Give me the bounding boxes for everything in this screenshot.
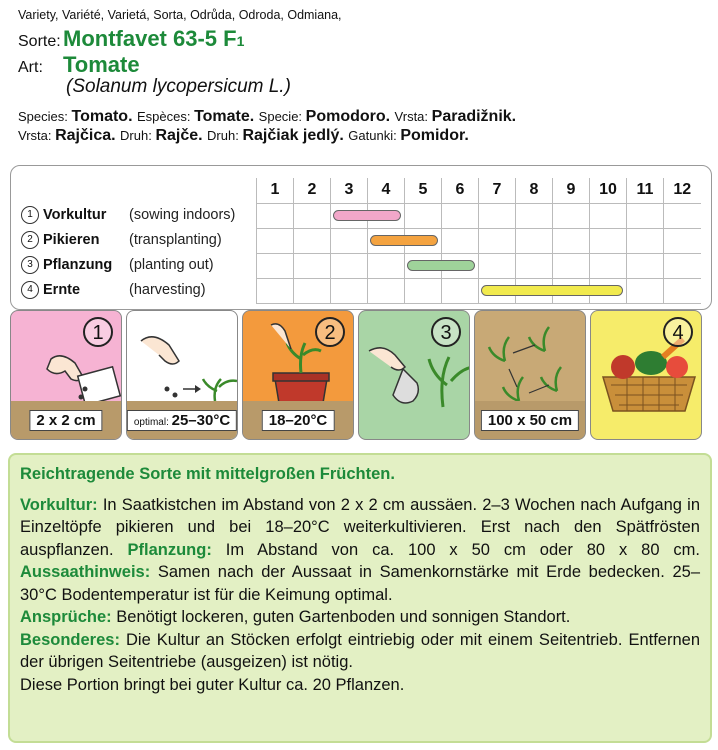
- ansprueche-paragraph: [20, 606, 700, 629]
- month-label: 2: [294, 178, 331, 203]
- month-cell: [627, 278, 664, 303]
- phase-row: [21, 228, 222, 253]
- phase-number: 2: [21, 231, 39, 249]
- month-cell: [590, 203, 627, 228]
- phase-bar: [407, 260, 475, 271]
- month-cell: [294, 228, 331, 253]
- month-cell: [516, 253, 553, 278]
- sowing-panel: [10, 310, 122, 440]
- month-label: 7: [479, 178, 516, 203]
- phase-row: [21, 253, 214, 278]
- month-cell: [664, 203, 701, 228]
- month-cell: [479, 228, 516, 253]
- besonderes-text: Die Kultur an Stöcken erfolgt eintriebig oder mit einem Seitentrieb. Entfernen der übrigen Seitentriebe (ausgeizen) ist nötig.: [20, 630, 700, 671]
- step-badge: 3: [431, 317, 461, 347]
- species-label: Espèces:: [136, 109, 195, 124]
- vorkultur-text: In Saatkistchen im Abstand von 2 x 2 cm aussäen. 2–3 Wochen nach Aufgang in Einzeltöpfe pikieren und bei 18–20°C weiterkultivieren. Erst nach den Spätfrösten auspflanzen.: [20, 495, 700, 559]
- variety-line: Variety, Variété, Varietá, Sorta, Odrůda, Odroda, Odmiana,: [18, 8, 342, 22]
- month-label: 6: [442, 178, 479, 203]
- phase-translation: (transplanting): [129, 232, 222, 248]
- art-value: Tomate: [63, 52, 140, 77]
- description-box: [8, 453, 712, 743]
- species-label: Druh:: [207, 128, 243, 143]
- month-cell: [257, 278, 294, 303]
- besonderes-label: Besonderes:: [20, 630, 120, 649]
- pflanzung-text: Im Abstand von ca. 100 x 50 cm oder 80 x 80 cm.: [211, 540, 701, 559]
- latin-name: (Solanum lycopersicum L.): [66, 76, 291, 97]
- month-cell: [294, 253, 331, 278]
- month-label: 4: [368, 178, 405, 203]
- panel-caption-small: optimal:: [133, 417, 172, 428]
- species-list: [18, 107, 708, 145]
- description-headline: Reichtragende Sorte mit mittelgroßen Früchten.: [20, 465, 395, 483]
- month-cell: [553, 228, 590, 253]
- calendar-grid: [256, 178, 701, 304]
- phase-number: 3: [21, 256, 39, 274]
- step-badge: 4: [663, 317, 693, 347]
- month-label: 9: [553, 178, 590, 203]
- month-cell: [405, 278, 442, 303]
- species-label: Druh:: [120, 128, 156, 143]
- month-cell: [331, 278, 368, 303]
- phase-name: Ernte: [43, 282, 81, 298]
- species-line-2: [18, 126, 708, 145]
- month-cell: [405, 203, 442, 228]
- month-cell: [516, 228, 553, 253]
- month-label: 10: [590, 178, 627, 203]
- species-label: Gatunki:: [348, 128, 401, 143]
- phase-number: 4: [21, 281, 39, 299]
- phase-name: Pflanzung: [43, 257, 113, 273]
- species-label: Specie:: [258, 109, 306, 124]
- month-cell: [590, 253, 627, 278]
- germination-panel: [126, 310, 238, 440]
- phase-translation: (harvesting): [129, 282, 206, 298]
- month-cell: [553, 203, 590, 228]
- aussaat-label: Aussaathinweis:: [20, 563, 151, 581]
- sowing-calendar: [10, 165, 712, 310]
- month-cell: [664, 253, 701, 278]
- month-cell: [664, 278, 701, 303]
- month-cell: [294, 278, 331, 303]
- panel-caption-value: 18–20°C: [268, 412, 328, 429]
- month-cell: [257, 228, 294, 253]
- month-label: 8: [516, 178, 553, 203]
- harvest-panel: [590, 310, 702, 440]
- phase-bar: [370, 235, 438, 246]
- month-label: 11: [627, 178, 664, 203]
- month-cell: [442, 203, 479, 228]
- sorte-label: Sorte:: [18, 33, 61, 50]
- species-value: Rajče.: [155, 127, 208, 144]
- month-cell: [553, 253, 590, 278]
- species-value: Tomate.: [194, 108, 259, 125]
- panel-caption-value: 2 x 2 cm: [36, 412, 96, 429]
- month-label: 1: [257, 178, 294, 203]
- phase-bar: [333, 210, 401, 221]
- panel-caption-value: 100 x 50 cm: [487, 412, 573, 429]
- sorte-value: Montfavet 63-5 F1: [63, 26, 245, 51]
- header: [18, 6, 708, 145]
- panel-caption: [262, 410, 335, 431]
- aussaat-text: Samen nach der Aussaat in Samenkornstärke mit Erde bedecken. 25–30°C Bodentemperatur ist für die Keimung optimal.: [20, 563, 700, 604]
- species-value: Pomidor.: [400, 127, 469, 144]
- planting-panel: [358, 310, 470, 440]
- panel-caption: [127, 410, 237, 431]
- pictogram-row: [10, 310, 712, 445]
- vorkultur-label: Vorkultur:: [20, 495, 98, 514]
- species-value: Rajčica.: [55, 127, 121, 144]
- month-cell: [627, 203, 664, 228]
- month-label: 5: [405, 178, 442, 203]
- description-text: [20, 494, 700, 607]
- species-line-1: [18, 107, 708, 126]
- month-cell: [479, 253, 516, 278]
- phase-bar: [481, 285, 623, 296]
- phase-translation: (planting out): [129, 257, 214, 273]
- phase-number: 1: [21, 206, 39, 224]
- month-cell: [627, 253, 664, 278]
- month-cell: [516, 203, 553, 228]
- month-label: 3: [331, 178, 368, 203]
- month-cell: [479, 203, 516, 228]
- phase-row: [21, 203, 235, 228]
- panel-caption-value: 25–30°C: [171, 412, 231, 429]
- phase-name: Vorkultur: [43, 207, 107, 223]
- phase-name: Pikieren: [43, 232, 100, 248]
- species-value: Tomato.: [71, 108, 137, 125]
- spacing-panel: [474, 310, 586, 440]
- month-cell: [627, 228, 664, 253]
- month-cell: [368, 253, 405, 278]
- ansprueche-label: Ansprüche:: [20, 608, 112, 626]
- month-cell: [442, 228, 479, 253]
- art-label: Art:: [18, 59, 43, 76]
- step-badge: 1: [83, 317, 113, 347]
- month-label: 12: [664, 178, 701, 203]
- transplant-panel: [242, 310, 354, 440]
- species-value: Rajčiak jedlý.: [242, 127, 349, 144]
- ansprueche-text: Benötigt lockeren, guten Gartenboden und sonnigen Standort.: [111, 608, 571, 626]
- month-cell: [257, 253, 294, 278]
- phase-translation: (sowing indoors): [129, 207, 236, 223]
- month-cell: [368, 278, 405, 303]
- panel-caption: [29, 410, 102, 431]
- species-label: Species:: [18, 109, 72, 124]
- panel-caption: [481, 410, 579, 431]
- month-cell: [442, 278, 479, 303]
- month-cell: [331, 228, 368, 253]
- month-cell: [590, 228, 627, 253]
- month-cell: [257, 203, 294, 228]
- month-cell: [331, 253, 368, 278]
- pflanzung-label: Pflanzung:: [127, 540, 212, 559]
- species-label: Vrsta:: [394, 109, 432, 124]
- phase-row: [21, 278, 206, 303]
- species-value: Pomodoro.: [305, 108, 395, 125]
- besonderes-paragraph: [20, 629, 700, 674]
- species-value: Paradižnik.: [431, 108, 517, 125]
- portion-text: Diese Portion bringt bei guter Kultur ca. 20 Pflanzen.: [20, 675, 405, 694]
- month-cell: [664, 228, 701, 253]
- step-badge: 2: [315, 317, 345, 347]
- month-cell: [294, 203, 331, 228]
- species-label: Vrsta:: [18, 128, 56, 143]
